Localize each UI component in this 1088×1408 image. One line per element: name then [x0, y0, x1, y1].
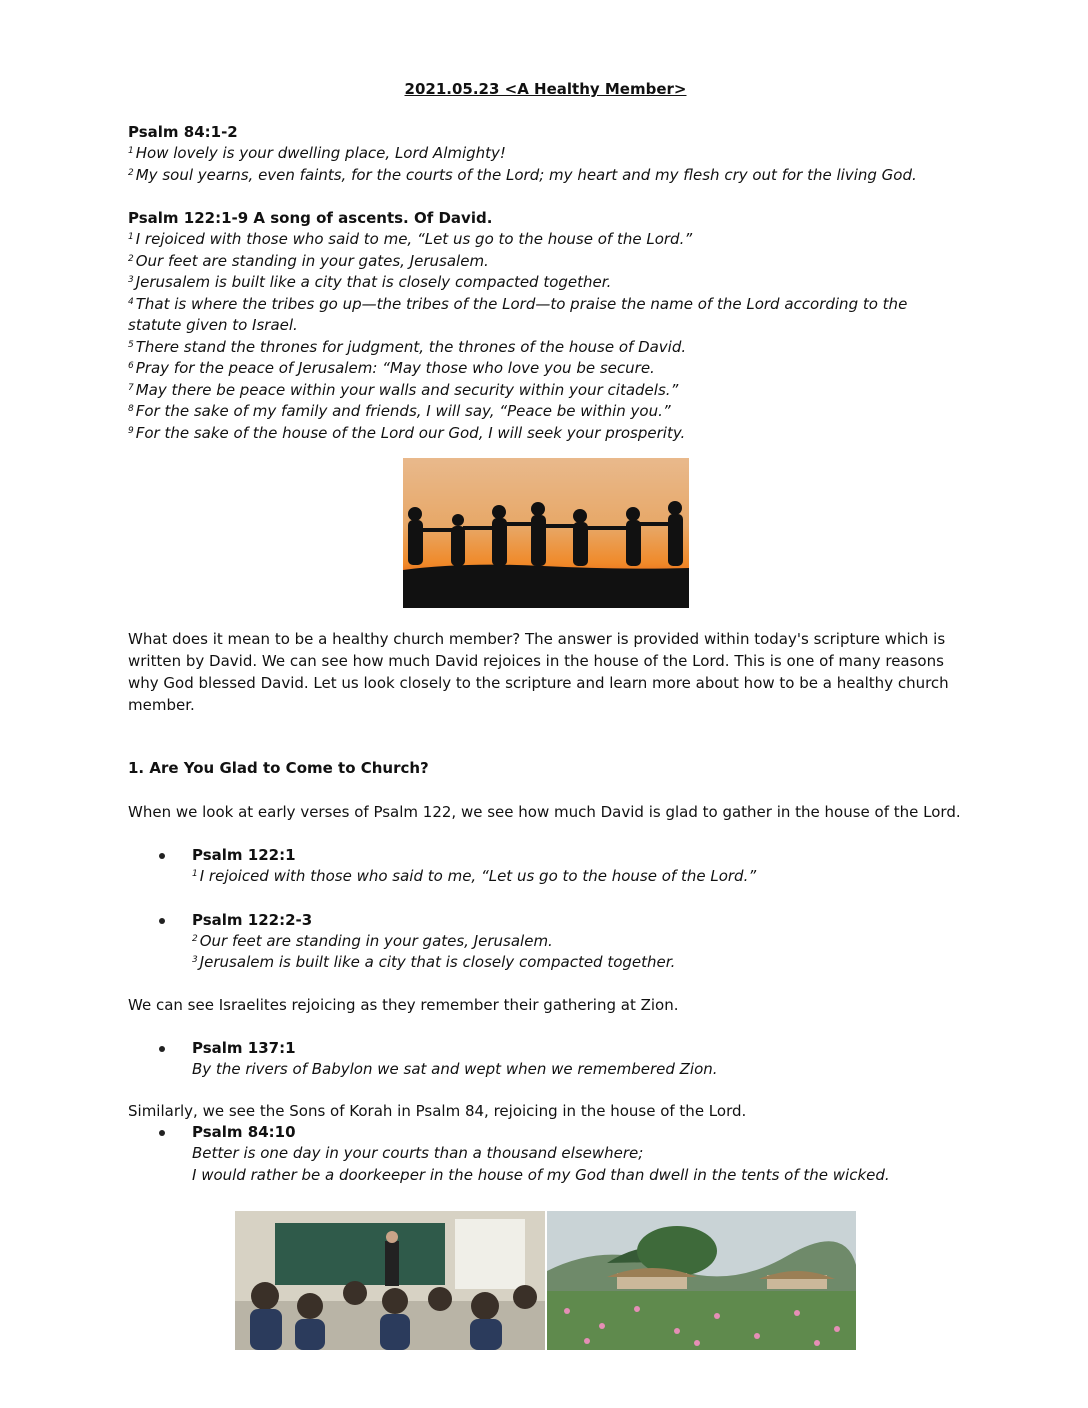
classroom-image	[235, 1211, 545, 1350]
village-image	[547, 1211, 857, 1350]
verse: $^1$ I rejoiced with those who said to me, “Let us go to the house of the Lord.”	[128, 230, 693, 248]
intro-paragraph: What does it mean to be a healthy church member? The answer is provided within today's scripture which is written by David. We can see how much David rejoices in the house of the Lord. This is one of many reasons why God blessed David. Let us look closely to the scripture and learn more about how to be a healthy church member.	[128, 630, 949, 714]
bullet-item: Psalm 137:1 By the rivers of Babylon we sat and wept when we remembered Zion.	[192, 1038, 963, 1081]
bullet-item: Psalm 122:1 $^1$ I rejoiced with those who said to me, “Let us go to the house of the Lord.”	[192, 845, 963, 888]
bullet-icon	[159, 1130, 165, 1136]
verse: $^2$ Our feet are standing in your gates, Jerusalem.	[128, 251, 489, 270]
verse: $^6$ Pray for the peace of Jerusalem: “May those who love you be secure.	[128, 359, 655, 377]
paragraph: When we look at early verses of Psalm 122, we see how much David is glad to gather in the house of the Lord.	[128, 803, 961, 821]
bullet-icon	[159, 853, 165, 859]
verse: $^5$ There stand the thrones for judgment, the thrones of the house of David.	[128, 337, 687, 356]
verse: $^9$ For the sake of the house of the Lord our God, I will seek your prosperity.	[128, 423, 686, 442]
verse: $^1$ How lovely is your dwelling place, Lord Almighty!	[128, 144, 506, 162]
paragraph: Similarly, we see the Sons of Korah in Psalm 84, rejoicing in the house of the Lord.	[128, 1102, 747, 1120]
bottom-images	[235, 1211, 856, 1350]
verse: $^8$ For the sake of my family and friends, I will say, “Peace be within you.”	[128, 402, 671, 420]
document-title: 2021.05.23 <A Healthy Member>	[404, 80, 687, 98]
people-silhouette-image	[403, 458, 689, 608]
bullet-icon	[159, 1046, 165, 1052]
verse: $^2$ My soul yearns, even faints, for the courts of the Lord; my heart and my flesh cry out for the living God.	[128, 165, 917, 184]
scripture-ref: Psalm 84:1-2	[128, 123, 238, 141]
paragraph: We can see Israelites rejoicing as they remember their gathering at Zion.	[128, 995, 679, 1014]
bullet-item: Psalm 122:2-3 $^2$ Our feet are standing in your gates, Jerusalem. $^3$ Jerusalem is built like a city that is closely compacted together.	[192, 910, 963, 974]
document-page	[128, 80, 963, 1186]
bullet-item: Psalm 84:10 Better is one day in your courts than a thousand elsewhere; I would rather be a doorkeeper in the house of my God than dwell in the tents of the wicked.	[192, 1122, 963, 1186]
verse: $^3$ Jerusalem is built like a city that is closely compacted together.	[128, 273, 612, 291]
bullet-icon	[159, 918, 165, 924]
scripture-ref: Psalm 122:1-9 A song of ascents. Of David.	[128, 209, 493, 227]
verse: $^4$ That is where the tribes go up—the tribes of the Lord—to praise the name of the Lord according to the statute given to Israel.	[128, 294, 908, 334]
section-heading: 1. Are You Glad to Come to Church?	[128, 759, 429, 777]
verse: $^7$ May there be peace within your walls and security within your citadels.”	[128, 380, 679, 399]
